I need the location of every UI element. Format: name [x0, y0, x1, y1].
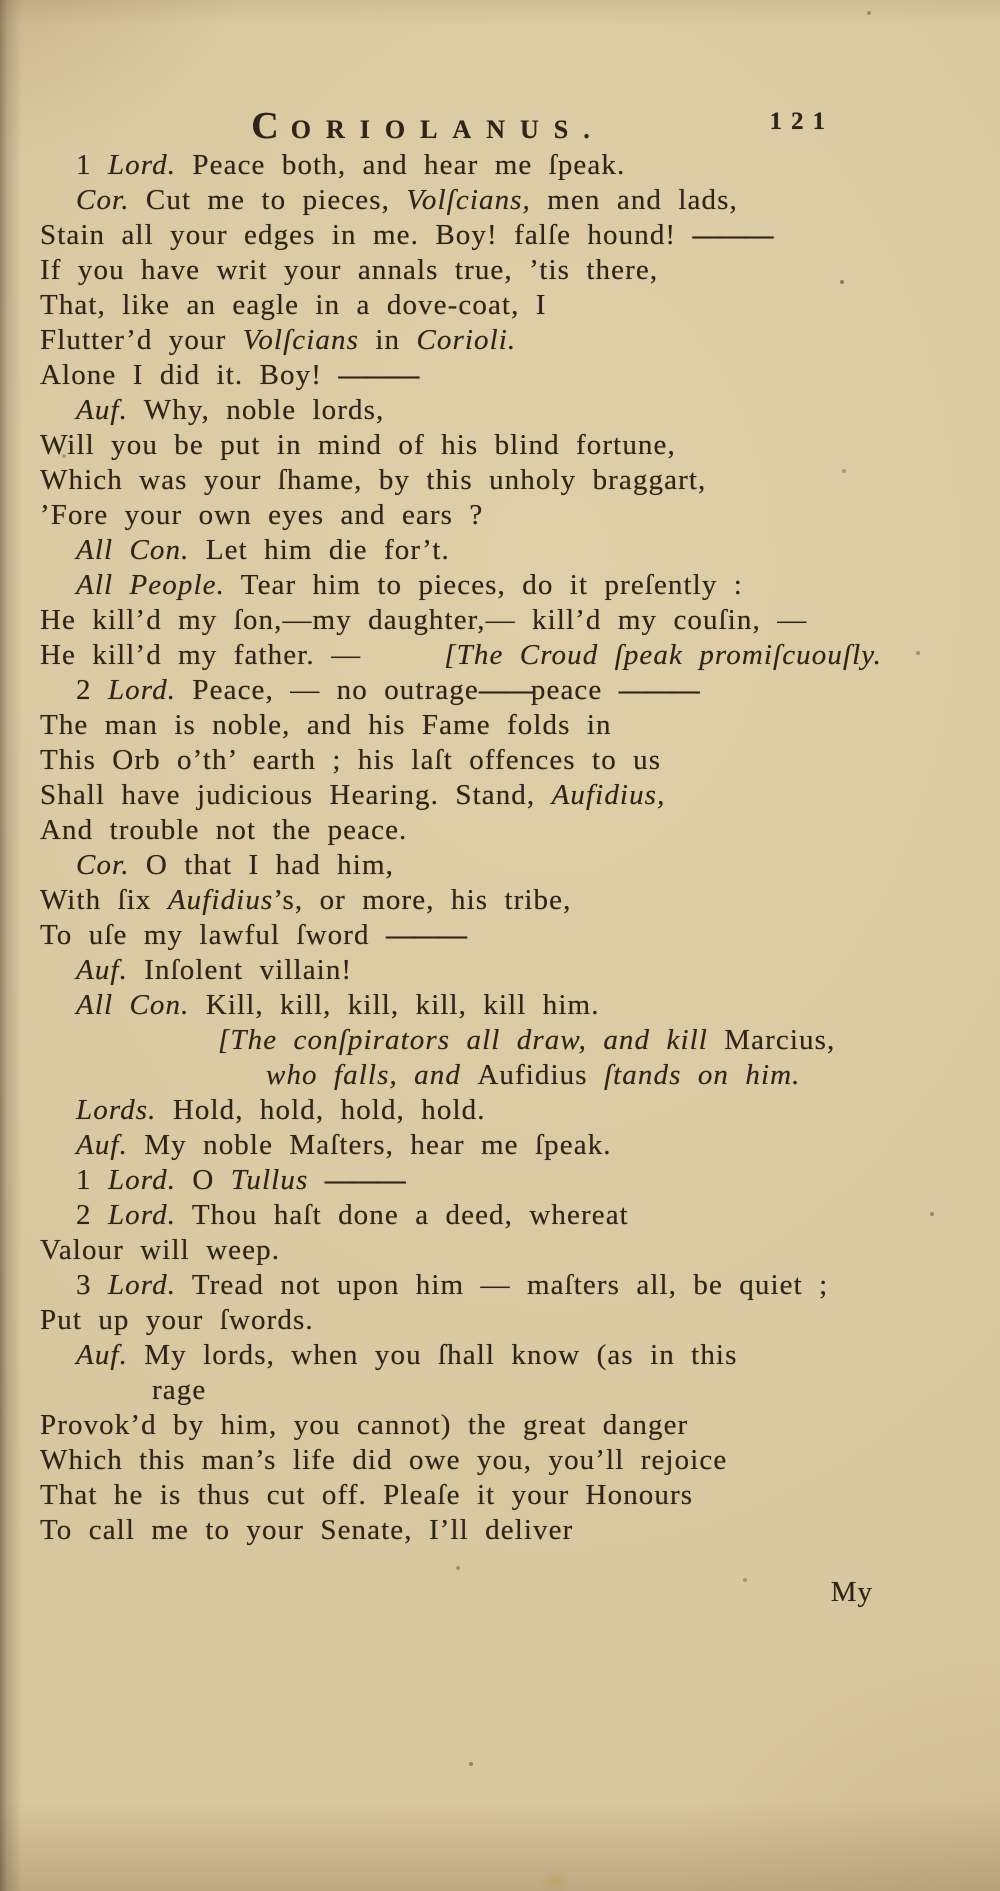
- text-line: [40, 288, 886, 323]
- italic-text: Cor.: [76, 849, 130, 881]
- text-line: [40, 1233, 886, 1268]
- italic-text: All Con.: [76, 989, 190, 1021]
- text-line: [40, 1373, 886, 1408]
- roman-text: Which this man’s life did owe you, you’ll rejoice: [40, 1444, 728, 1476]
- italic-text: Volſcians: [242, 324, 359, 356]
- page-number: 121: [769, 108, 834, 135]
- roman-text: Inſolent villain!: [127, 954, 353, 986]
- text-line: [40, 848, 886, 883]
- roman-text: Peace both, and hear me ſpeak.: [176, 149, 626, 181]
- italic-text: Lords.: [76, 1094, 157, 1126]
- roman-text: Stain all your edges in me. Boy! falſe hound!: [40, 219, 693, 251]
- line-left-part: [40, 638, 361, 673]
- roman-text: The man is noble, and his Fame folds in: [40, 709, 612, 741]
- roman-text: Peace, — no outrage: [176, 674, 479, 706]
- roman-text: That he is thus cut off. Pleaſe it your Honours: [40, 1479, 694, 1511]
- roman-text: Shall have judicious Hearing. Stand,: [40, 779, 552, 811]
- roman-text: 1: [76, 149, 108, 181]
- roman-text: And trouble not the peace.: [40, 814, 408, 846]
- roman-text: Marcius,: [724, 1024, 836, 1056]
- italic-text: [The Croud ſpeak promiſcuouſly.: [444, 639, 882, 671]
- italic-text: All People.: [76, 569, 225, 601]
- roman-text: Kill, kill, kill, kill, kill him.: [189, 989, 600, 1021]
- text-line: [40, 918, 886, 953]
- roman-text: Let him die for’t.: [189, 534, 450, 566]
- roman-text: He kill’d my father. —: [40, 639, 362, 671]
- italic-text: ſtands on him.: [603, 1059, 801, 1091]
- text-line: [40, 183, 886, 218]
- italic-text: Lord.: [107, 1164, 177, 1196]
- italic-text: Tullus: [230, 1164, 325, 1196]
- text-line: [40, 498, 886, 533]
- text-line: [40, 393, 886, 428]
- text-line: [40, 1408, 886, 1443]
- text-line: [40, 1443, 886, 1478]
- text-line: [40, 953, 886, 988]
- roman-text: O: [176, 1164, 231, 1196]
- roman-text: To uſe my lawful ſword: [40, 919, 386, 951]
- text-line: [40, 1478, 886, 1513]
- italic-text: who falls, and: [266, 1059, 478, 1091]
- running-title: CORIOLANUS.: [251, 105, 605, 147]
- text-line: [40, 1303, 886, 1338]
- text-line: [40, 323, 886, 358]
- roman-text: ’s, or more, his tribe,: [273, 884, 572, 916]
- italic-text: Aufidius: [167, 884, 274, 916]
- printer-rule: ———: [618, 674, 697, 706]
- roman-text: Alone I did it. Boy!: [40, 359, 339, 391]
- text-line: [40, 1198, 886, 1233]
- text-lines: [40, 148, 886, 1548]
- text-line: [40, 1268, 886, 1303]
- italic-text: Auf.: [76, 954, 128, 986]
- roman-text: Thou haſt done a deed, whereat: [176, 1199, 629, 1231]
- page-text-block: [40, 104, 886, 1546]
- printer-rule: ———: [324, 1164, 403, 1196]
- text-line: [40, 1058, 886, 1093]
- text-line: [40, 1093, 886, 1128]
- text-line: [40, 813, 886, 848]
- italic-text: Lord.: [107, 1199, 177, 1231]
- text-line: [40, 1338, 886, 1373]
- italic-text: Lord.: [107, 674, 177, 706]
- roman-text: Cut me to pieces,: [129, 184, 407, 216]
- roman-text: 1: [76, 1164, 108, 1196]
- catchword: My: [830, 1576, 873, 1608]
- italic-text: Auf.: [76, 1339, 128, 1371]
- italic-text: All Con.: [76, 534, 190, 566]
- text-line: [40, 568, 886, 603]
- roman-text: Valour will weep.: [40, 1234, 281, 1266]
- text-line: [40, 533, 886, 568]
- roman-text: rage: [152, 1374, 207, 1406]
- roman-text: With ſix: [40, 884, 168, 916]
- italic-text: Auf.: [76, 394, 128, 426]
- italic-text: Volſcians,: [406, 184, 531, 216]
- line-right-part: [444, 638, 882, 673]
- text-line: [40, 673, 886, 708]
- text-line: [40, 743, 886, 778]
- printer-rule: ———: [692, 219, 771, 251]
- text-line: [40, 253, 886, 288]
- text-line: [40, 778, 886, 813]
- roman-text: Flutter’d your: [40, 324, 243, 356]
- roman-text: He kill’d my ſon,—my daughter,— kill’d my couſin, —: [40, 604, 808, 636]
- roman-text: This Orb o’th’ earth ; his laſt offences to us: [40, 744, 662, 776]
- printer-rule: ———: [338, 359, 417, 391]
- roman-text: 2: [76, 1199, 108, 1231]
- text-line: [40, 1023, 886, 1058]
- roman-text: O that I had him,: [129, 849, 394, 881]
- roman-text: 2: [76, 674, 108, 706]
- paper-specks: [0, 0, 2, 2]
- roman-text: 3: [76, 1269, 108, 1301]
- text-line: [40, 603, 886, 638]
- roman-text: Which was your ſhame, by this unholy braggart,: [40, 464, 707, 496]
- text-line: [40, 358, 886, 393]
- italic-text: [The conſpirators all draw, and kill: [218, 1024, 725, 1056]
- text-line: [40, 708, 886, 743]
- text-line: [40, 1513, 886, 1548]
- roman-text: Put up your ſwords.: [40, 1304, 314, 1336]
- italic-text: Auf.: [76, 1129, 128, 1161]
- roman-text: Why, noble lords,: [127, 394, 385, 426]
- text-line: [40, 148, 886, 183]
- italic-text: Lord.: [107, 149, 177, 181]
- roman-text: If you have writ your annals true, ’tis there,: [40, 254, 659, 286]
- text-line: [40, 1128, 886, 1163]
- roman-text: in: [358, 324, 417, 356]
- text-line: [40, 638, 886, 673]
- text-line: [40, 883, 886, 918]
- text-line: [40, 218, 886, 253]
- roman-text: My lords, when you ſhall know (as in this: [127, 1339, 738, 1371]
- roman-text: Tread not upon him — maſters all, be quiet ;: [176, 1269, 829, 1301]
- italic-text: Aufidius,: [551, 779, 666, 811]
- roman-text: That, like an eagle in a dove-coat, I: [40, 289, 547, 321]
- roman-text: To call me to your Senate, I’ll deliver: [40, 1514, 574, 1546]
- roman-text: Hold, hold, hold, hold.: [156, 1094, 486, 1126]
- roman-text: Tear him to pieces, do it preſently :: [224, 569, 743, 601]
- roman-text: ’Fore your own eyes and ears ?: [40, 499, 484, 531]
- italic-text: Lord.: [107, 1269, 177, 1301]
- page-header: [40, 104, 886, 150]
- printer-rule: ———: [385, 919, 464, 951]
- italic-text: Corioli.: [416, 324, 517, 356]
- roman-text: peace: [530, 674, 619, 706]
- roman-text: Provok’d by him, you cannot) the great danger: [40, 1409, 689, 1441]
- roman-text: My noble Maſters, hear me ſpeak.: [127, 1129, 612, 1161]
- italic-text: Cor.: [76, 184, 130, 216]
- text-line: [40, 428, 886, 463]
- roman-text: Aufidius: [477, 1059, 604, 1091]
- printer-rule: ——: [478, 674, 531, 706]
- text-line: [40, 988, 886, 1023]
- roman-text: Will you be put in mind of his blind fortune,: [40, 429, 676, 461]
- text-line: [40, 463, 886, 498]
- text-line: [40, 1163, 886, 1198]
- roman-text: men and lads,: [530, 184, 738, 216]
